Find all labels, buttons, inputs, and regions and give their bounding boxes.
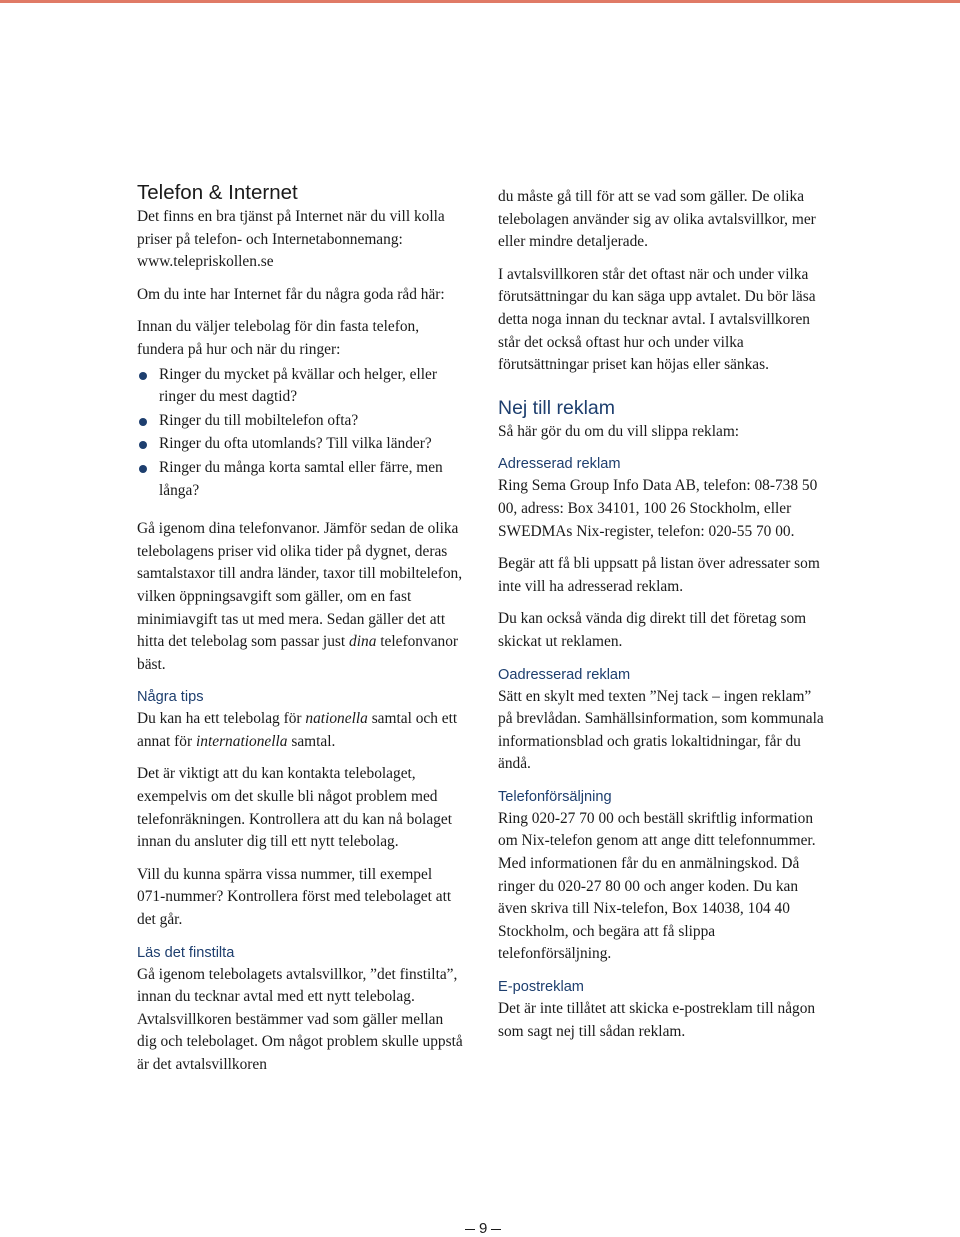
subheading: Några tips: [137, 689, 204, 706]
subheading: Oadresserad reklam: [498, 666, 631, 683]
top-rule: [0, 0, 960, 3]
paragraph: Vill du kunna spärra vissa nummer, till exempel 071-nummer? Kontrollera först med telebolaget att det går.: [137, 865, 452, 929]
subheading: Läs det finstilta: [137, 944, 235, 961]
left-column: [137, 180, 463, 1087]
paragraph: Ring 020-27 70 00 och beställ skriftlig information om Nix-telefon genom att ange ditt telefonnummer. Med informationen får du en anmälningskod. Då ringer du 020-27 80 00 och anger koden. Du kan även skriva till Nix-telefon, Box 14038, 104 40 Stockholm, och begära att få slippa telefonförsäljning.: [498, 809, 816, 963]
bullet-item: Ringer du mycket på kvällar och helger, eller ringer du mest dagtid?: [137, 364, 463, 409]
paragraph: Du kan också vända dig direkt till det företag som skickat ut reklamen.: [498, 610, 807, 650]
bullet-dot-icon: [139, 418, 147, 426]
paragraph: Gå igenom telebolagets avtalsvillkor, ”det finstilta”, innan du tecknar avtal med ett nytt telebolag. Avtalsvillkoren bestämmer vad som gäller mellan dig och telebolaget. Om något problem skulle uppstå är det avtalsvillkoren: [137, 965, 463, 1073]
paragraph: Innan du väljer telebolag för din fasta telefon, fundera på hur och när du ringer:: [137, 318, 420, 358]
paragraph: Begär att få bli uppsatt på listan över adressater som inte vill ha adresserad reklam.: [498, 555, 820, 595]
section-heading: Nej till reklam: [498, 396, 616, 419]
paragraph: Det är viktigt att du kan kontakta telebolaget, exempelvis om det skulle bli något problem med telefonräkningen. Kontrollera att du kan nå bolaget innan du ansluter dig till ett nytt telebolag.: [137, 765, 452, 851]
subheading: Adresserad reklam: [498, 456, 621, 473]
bullet-dot-icon: [139, 441, 147, 449]
paragraph: Så här gör du om du vill slippa reklam:: [498, 422, 740, 440]
paragraph: Det är inte tillåtet att skicka e-postreklam till någon som sagt nej till sådan reklam.: [498, 1000, 816, 1040]
dash-right: [491, 1229, 501, 1230]
bullet-item: Ringer du till mobiltelefon ofta?: [137, 410, 463, 433]
section-title: Telefon & Internet: [137, 181, 298, 204]
bullet-list: [137, 364, 463, 503]
paragraph: I avtalsvillkoren står det oftast när och under vilka förutsättningar du kan säga upp avtalet. Du bör läsa detta noga innan du tecknar avtal. I avtalsvillkoren står det också oftast hur och under vilka förutsättningar priset kan höjas eller sänkas.: [498, 265, 816, 374]
paragraph: Om du inte har Internet får du några goda råd här:: [137, 285, 445, 303]
intro-paragraph: Det finns en bra tjänst på Internet när du vill kolla priser på telefon- och Internetabonnemang: www.telepriskollen.se: [137, 208, 445, 271]
right-column: [498, 186, 824, 1053]
page-number: 9: [461, 1220, 505, 1237]
paragraph: Sätt en skylt med texten ”Nej tack – ingen reklam” på brevlådan. Samhällsinformation, som kommunala informationsblad och gratis lokaltidningar, får du ändå.: [498, 687, 824, 773]
paragraph: du måste gå till för att se vad som gäller. De olika telebolagen använder sig av olika avtalsvillkor, mer eller mindre detaljerade.: [498, 188, 816, 251]
bullet-dot-icon: [139, 372, 147, 380]
dash-left: [465, 1229, 475, 1230]
paragraph: Du kan ha ett telebolag för nationella samtal och ett annat för internationella samtal.: [137, 710, 458, 750]
subheading: E-postreklam: [498, 979, 584, 996]
paragraph: Ring Sema Group Info Data AB, telefon: 08-738 50 00, adress: Box 34101, 100 26 Stockholm, eller SWEDMAs Nix-register, telefon: 020-55 70 00.: [498, 477, 818, 540]
bullet-dot-icon: [139, 465, 147, 473]
bullet-item: Ringer du ofta utomlands? Till vilka länder?: [137, 433, 463, 456]
paragraph: Gå igenom dina telefonvanor. Jämför sedan de olika telebolagens priser vid olika tider på dygnet, deras samtalstaxor till andra länder, taxor till mobiltelefon, vilken öppningsavgift som gäller, om en fast minimiavgift tas ut med mera. Sedan gäller det att hitta det telebolag som passar just dina telefonvanor bäst.: [137, 520, 463, 673]
subheading: Telefonförsäljning: [498, 788, 612, 805]
bullet-item: Ringer du många korta samtal eller färre, men långa?: [137, 457, 463, 502]
